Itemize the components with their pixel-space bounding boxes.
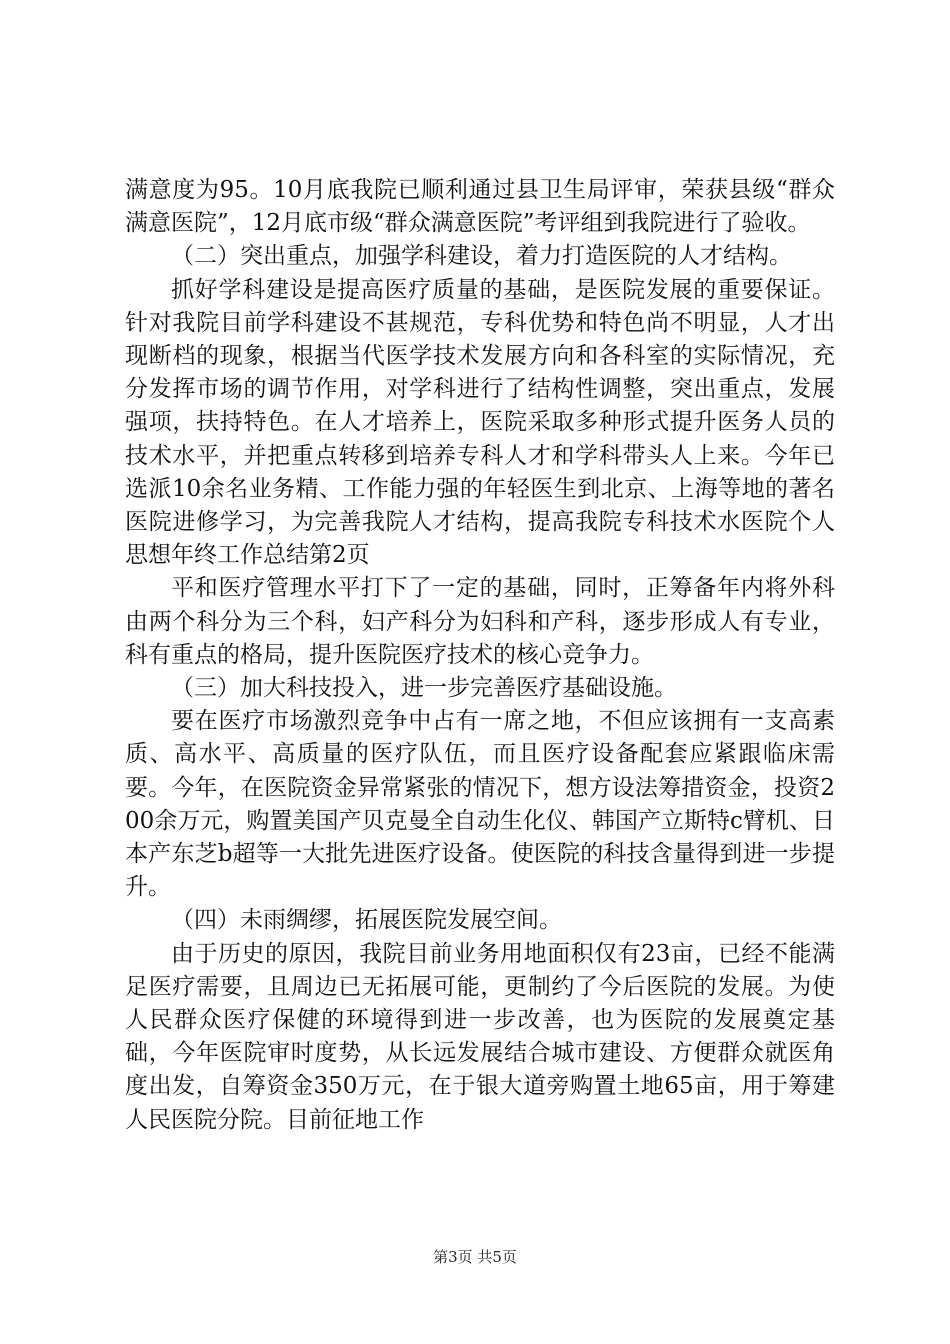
paragraph-land-expansion: 由于历史的原因，我院目前业务用地面积仅有23亩，已经不能满足医疗需要，且周边已无拓展可能，更制约了今后医院的发展。为使人民群众医疗保健的环境得到进一步改善，也为医院的发展奠定基础，今年医院审时度势，从长远发展结合城市建设、方便群众就医角度出发，自筹资金350万元，在于银大道旁购置土地65亩，用于筹建人民医院分院。目前征地工作: [125, 940, 835, 1133]
page-footer: [0, 1247, 950, 1267]
heading-section-three: （三）加大科技投入，进一步完善医疗基础设施。: [171, 675, 677, 702]
paragraph-discipline-building: 抓好学科建设是提高医疗质量的基础，是医院发展的重要保证。针对我院目前学科建设不甚规范，专科优势和特色尚不明显，人才出现断档的现象，根据当代医学技术发展方向和各科室的实际情况，充分发挥市场的调节作用，对学科进行了结构性调整，突出重点，发展强项，扶持特色。在人才培养上，医院采取多种形式提升医务人员的技术水平，并把重点转移到培养专科人才和学科带头人上来。今年已选派10余名业务精、工作能力强的年轻医生到北京、上海等地的著名医院进修学习，为完善我院人才结构，提高我院专科技术水医院个人思想年终工作总结第2页: [125, 276, 835, 569]
paragraph-equipment: 要在医疗市场激烈竞争中占有一席之地，不但应该拥有一支高素质、高水平、高质量的医疗队伍，而且医疗设备配套应紧跟临床需要。今年，在医院资金异常紧张的情况下，想方设法筹措资金，投资200余万元，购置美国产贝克曼全自动生化仪、韩国产立斯特c臂机、日本产东芝b超等一大批先进医疗设备。使医院的科技含量得到进一步提升。: [125, 708, 835, 901]
document-body: [125, 174, 835, 1137]
paragraph-satisfaction: 满意度为95。10月底我院已顺利通过县卫生局评审，荣获县级“群众满意医院”，12月底市级“群众满意医院”考评组到我院进行了验收。: [125, 177, 835, 237]
heading-section-four: （四）未雨绸缪，拓展医院发展空间。: [171, 907, 562, 934]
heading-section-two: （二）突出重点，加强学科建设，着力打造医院的人才结构。: [171, 243, 792, 270]
page-number-label: 第3页 共5页: [433, 1248, 517, 1266]
paragraph-management-level: 平和医疗管理水平打下了一定的基础，同时，正筹备年内将外科由两个科分为三个科，妇产科分为妇科和产科，逐步形成人有专业，科有重点的格局，提升医院医疗技术的核心竞争力。: [125, 575, 835, 668]
